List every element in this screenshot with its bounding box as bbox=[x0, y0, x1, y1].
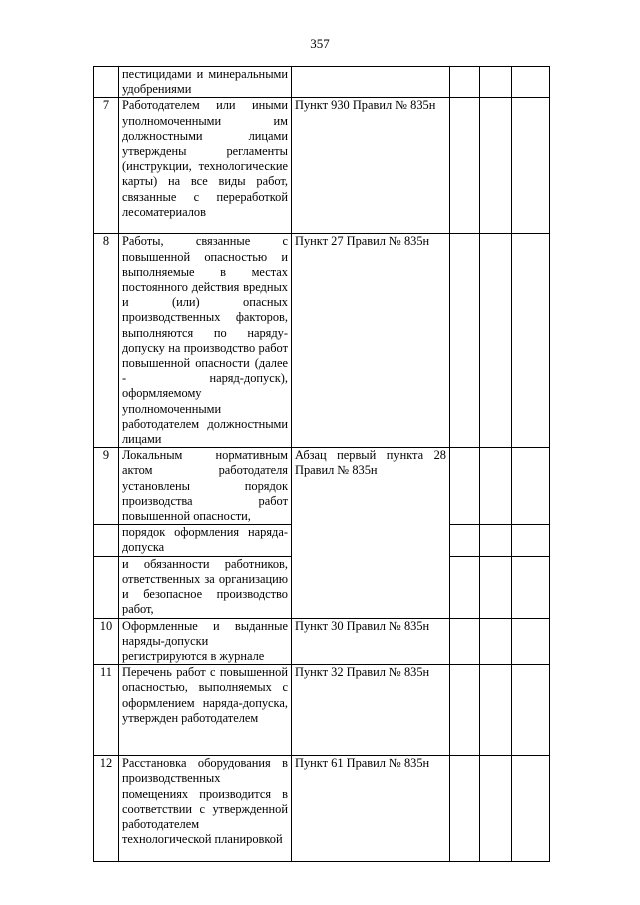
answer-no-cell[interactable] bbox=[480, 665, 512, 756]
row-number bbox=[94, 67, 119, 98]
table-row bbox=[94, 98, 550, 234]
answer-no-cell[interactable] bbox=[480, 67, 512, 98]
notes-cell[interactable] bbox=[512, 448, 550, 525]
answer-yes-cell[interactable] bbox=[450, 756, 480, 862]
notes-cell[interactable] bbox=[512, 665, 550, 756]
requirement-cell: и обязанности работников, ответственных за организацию и безопасное производство работ, bbox=[119, 556, 292, 618]
requirement-cell: Перечень работ с повышенной опасностью, выполняемых с оформлением наряда-допуска, утвержден работодателем bbox=[119, 665, 292, 756]
notes-cell[interactable] bbox=[512, 556, 550, 618]
reference-cell: Пункт 61 Правил № 835н bbox=[292, 756, 450, 862]
page-number: 357 bbox=[310, 36, 330, 51]
row-number bbox=[94, 525, 119, 556]
answer-no-cell[interactable] bbox=[480, 525, 512, 556]
answer-no-cell[interactable] bbox=[480, 448, 512, 525]
answer-yes-cell[interactable] bbox=[450, 67, 480, 98]
answer-yes-cell[interactable] bbox=[450, 525, 480, 556]
row-number: 8 bbox=[94, 234, 119, 448]
requirement-cell: Работодателем или иными уполномоченными им должностными лицами утверждены регламенты (инструкции, технологические карты) на все виды работ, связанные с переработкой лесоматериалов bbox=[119, 98, 292, 234]
reference-cell: Пункт 27 Правил № 835н bbox=[292, 234, 450, 448]
requirement-cell: Оформленные и выданные наряды-допуски регистрируются в журнале bbox=[119, 618, 292, 665]
notes-cell[interactable] bbox=[512, 525, 550, 556]
notes-cell[interactable] bbox=[512, 618, 550, 665]
row-number: 10 bbox=[94, 618, 119, 665]
answer-no-cell[interactable] bbox=[480, 756, 512, 862]
table-row bbox=[94, 618, 550, 665]
answer-yes-cell[interactable] bbox=[450, 618, 480, 665]
table-row bbox=[94, 234, 550, 448]
answer-yes-cell[interactable] bbox=[450, 665, 480, 756]
table-row bbox=[94, 67, 550, 98]
notes-cell[interactable] bbox=[512, 756, 550, 862]
reference-cell: Пункт 930 Правил № 835н bbox=[292, 98, 450, 234]
row-number: 11 bbox=[94, 665, 119, 756]
answer-no-cell[interactable] bbox=[480, 234, 512, 448]
answer-yes-cell[interactable] bbox=[450, 448, 480, 525]
answer-no-cell[interactable] bbox=[480, 556, 512, 618]
requirement-cell: Расстановка оборудования в производственных помещениях производится в соответствии с утвержденной работодателем технологической планировкой bbox=[119, 756, 292, 862]
notes-cell[interactable] bbox=[512, 67, 550, 98]
requirement-cell: порядок оформления наряда-допуска bbox=[119, 525, 292, 556]
checklist-table bbox=[93, 66, 550, 862]
requirement-cell: Работы, связанные с повышенной опасностью и выполняемые в местах постоянного действия вредных и (или) опасных производственных факторов, выполняются по наряду-допуску на производство работ повышенной опасности (далее - наряд-допуск), оформляемому уполномоченными работодателем должностными лицами bbox=[119, 234, 292, 448]
notes-cell[interactable] bbox=[512, 234, 550, 448]
reference-cell: Пункт 30 Правил № 835н bbox=[292, 618, 450, 665]
requirement-cell: Локальным нормативным актом работодателя установлены порядок производства работ повышенной опасности, bbox=[119, 448, 292, 525]
row-number: 12 bbox=[94, 756, 119, 862]
answer-yes-cell[interactable] bbox=[450, 556, 480, 618]
row-number: 9 bbox=[94, 448, 119, 525]
requirement-cell: пестицидами и минеральными удобрениями bbox=[119, 67, 292, 98]
notes-cell[interactable] bbox=[512, 98, 550, 234]
table-row bbox=[94, 665, 550, 756]
row-number: 7 bbox=[94, 98, 119, 234]
table-row bbox=[94, 756, 550, 862]
row-number bbox=[94, 556, 119, 618]
reference-cell bbox=[292, 67, 450, 98]
answer-yes-cell[interactable] bbox=[450, 98, 480, 234]
table-row bbox=[94, 448, 550, 525]
answer-yes-cell[interactable] bbox=[450, 234, 480, 448]
reference-cell: Абзац первый пункта 28 Правил № 835н bbox=[292, 448, 450, 618]
reference-cell: Пункт 32 Правил № 835н bbox=[292, 665, 450, 756]
answer-no-cell[interactable] bbox=[480, 618, 512, 665]
answer-no-cell[interactable] bbox=[480, 98, 512, 234]
